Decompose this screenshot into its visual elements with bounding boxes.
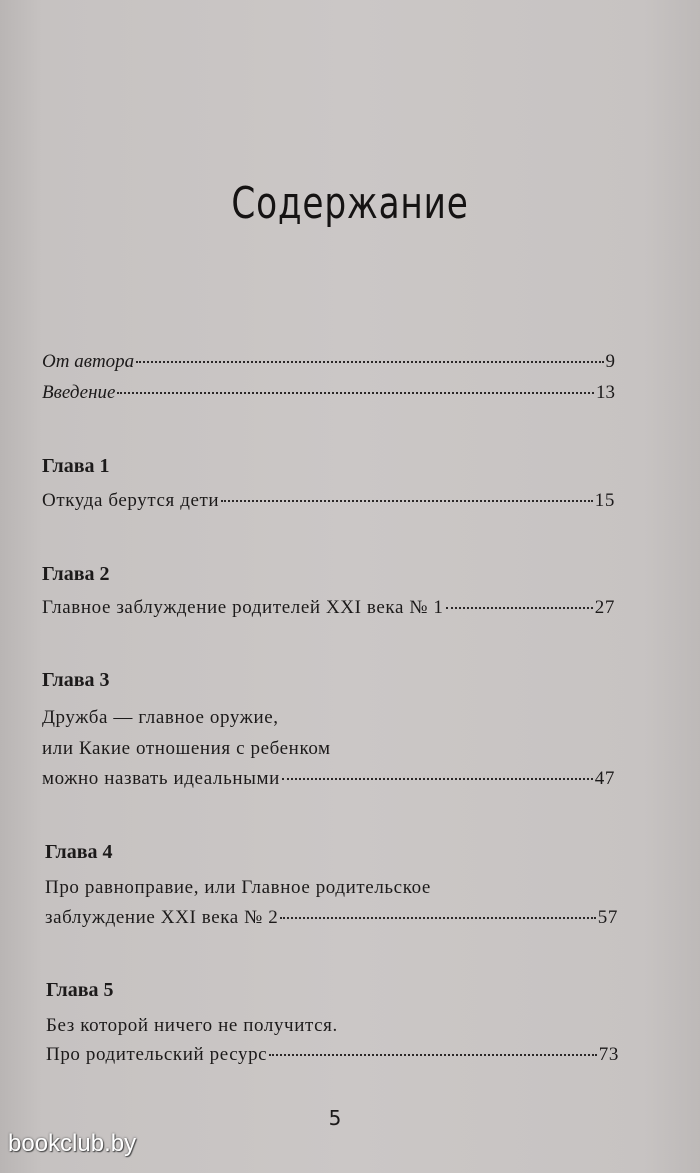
chapter-heading: Глава 3 [42,669,110,691]
page-title: Содержание [231,178,469,229]
toc-entry-line: Без которой ничего не получится. [46,1015,338,1036]
dot-leader [117,392,594,394]
toc-entry-page: 27 [594,597,615,618]
toc-entry-label: Про родительский ресурс [46,1044,268,1065]
toc-entry[interactable] [42,381,615,405]
dot-leader [269,1054,597,1056]
toc-entry[interactable] [42,596,615,620]
chapter-heading: Глава 1 [42,455,110,477]
dot-leader [221,500,593,502]
chapter-heading: Глава 5 [46,979,114,1001]
chapter-heading: Глава 2 [42,563,110,585]
toc-entry-page: 57 [597,907,618,928]
toc-entry-page: 15 [594,490,615,511]
toc-entry-label: Откуда берутся дети [42,490,220,511]
toc-entry[interactable] [46,1043,619,1067]
toc-entry[interactable] [45,906,618,930]
toc-entry-page: 73 [598,1044,619,1065]
toc-entry-label: заблуждение XXI века № 2 [45,907,279,928]
toc-entry-line: Про равноправие, или Главное родительское [45,877,431,898]
toc-entry-line: Дружба — главное оружие, [42,707,279,728]
dot-leader [280,917,595,919]
toc-entry-line: или Какие отношения с ребенком [42,738,331,759]
toc-entry-page: 13 [596,382,615,403]
dot-leader [282,778,593,780]
watermark: bookclub.by [8,1130,137,1157]
chapter-heading: Глава 4 [45,841,113,863]
toc-entry[interactable] [42,767,615,791]
toc-entry[interactable] [42,350,615,374]
dot-leader [136,361,603,363]
toc-entry-label: От автора [42,351,135,372]
toc-entry-page: 9 [605,351,615,372]
toc-entry[interactable] [42,489,615,513]
toc-entry-label: Введение [42,382,116,403]
page-number: 5 [328,1106,342,1130]
toc-entry-page: 47 [594,768,615,789]
toc-entry-label: можно назвать идеальными [42,768,280,789]
dot-leader [446,607,593,609]
toc-entry-label: Главное заблуждение родителей XXI века № 1 [42,597,444,618]
